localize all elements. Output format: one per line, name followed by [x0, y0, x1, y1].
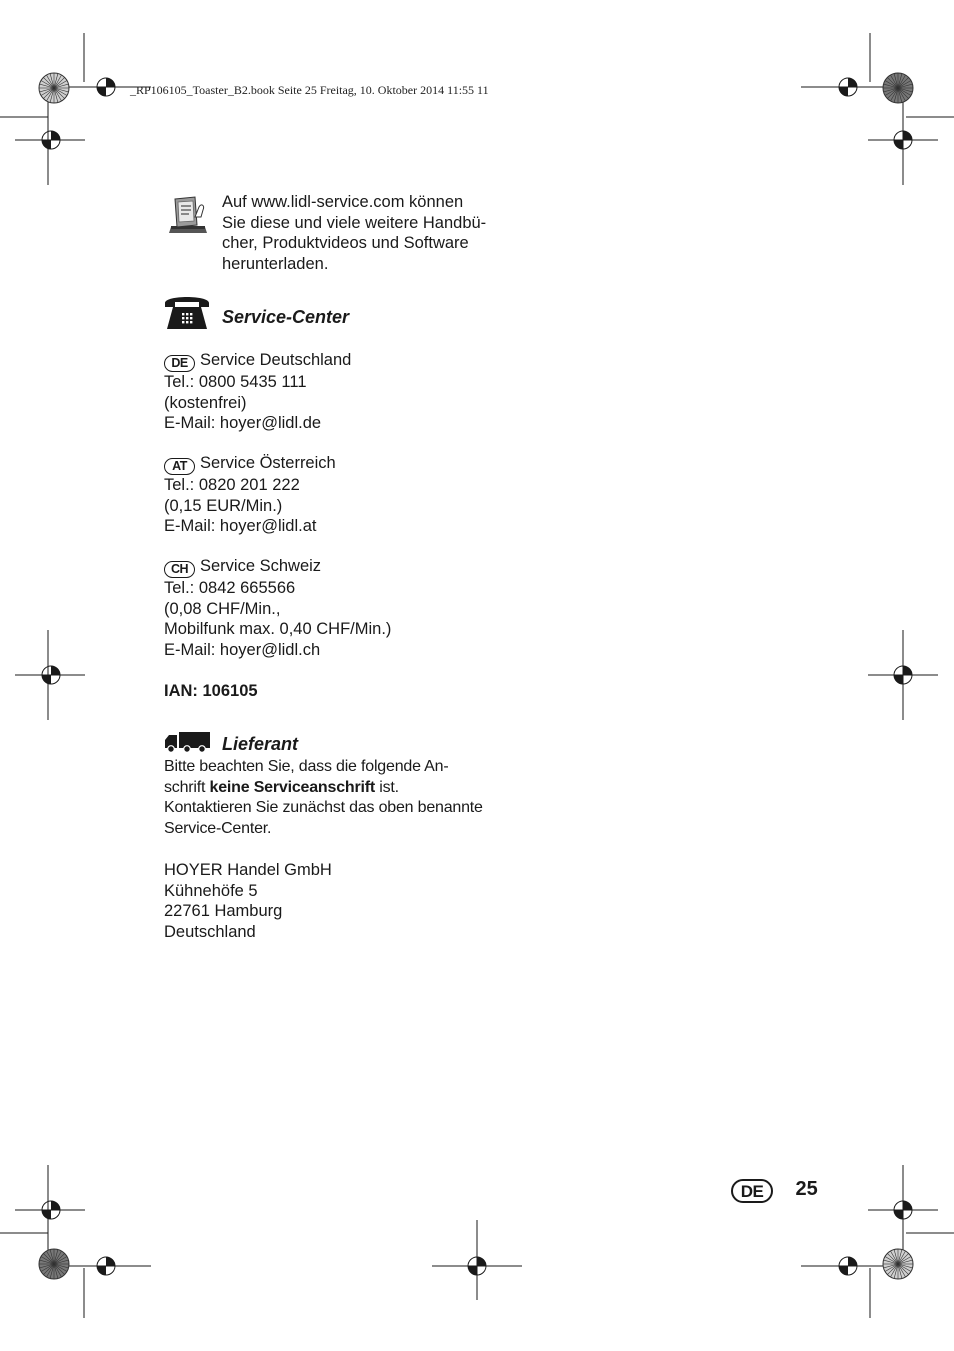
supplier-address [164, 860, 332, 942]
download-icon [165, 193, 211, 237]
service-cost-mobile: Mobilfunk max. 0,40 CHF/Min.) [164, 620, 392, 639]
service-name: Service Österreich [200, 454, 336, 472]
service-block-de [164, 350, 351, 434]
download-line: Auf www.lidl-service.com können [222, 193, 464, 211]
supplier-note-line [164, 778, 483, 799]
service-name: Service Schweiz [200, 557, 322, 575]
ian-number: IAN: 106105 [164, 682, 258, 700]
address-line: Deutschland [164, 922, 256, 941]
supplier-note-line: Bitte beachten Sie, dass die folgende An- [164, 758, 449, 775]
color-wheel [39, 1249, 69, 1279]
service-block-ch [164, 556, 391, 660]
country-badge-at: AT [164, 458, 195, 475]
supplier-note-emphasis: keine Serviceanschrift [209, 778, 375, 796]
service-cost: (0,08 CHF/Min., [164, 599, 281, 618]
country-badge-ch: CH [164, 561, 195, 578]
address-line: 22761 Hamburg [164, 902, 283, 921]
download-line: cher, Produktvideos und Software [222, 234, 469, 253]
color-wheel [39, 73, 69, 103]
supplier-note [164, 757, 483, 839]
download-line: herunterladen. [222, 254, 329, 273]
service-block-at [164, 453, 336, 537]
supplier-note-text: schrift [164, 778, 210, 796]
supplier-note-line: Service-Center. [164, 819, 272, 837]
download-text [222, 192, 486, 274]
service-phone: Tel.: 0820 201 222 [164, 476, 300, 494]
service-center-heading: Service-Center [222, 307, 350, 327]
print-header: _RP106105_Toaster_B2.book Seite 25 Freitag, 10. Oktober 2014 11:55 11 [130, 83, 489, 97]
color-wheel [883, 1249, 913, 1279]
telephone-icon [163, 293, 211, 331]
service-email: E-Mail: hoyer@lidl.at [164, 517, 317, 536]
service-cost: (0,15 EUR/Min.) [164, 496, 283, 515]
supplier-note-line: Kontaktieren Sie zunächst das oben benannte [164, 799, 483, 817]
page-number: 25 [795, 1178, 818, 1200]
page-footer [731, 1178, 818, 1203]
service-phone: Tel.: 0800 5435 111 [164, 373, 307, 391]
download-line: Sie diese und viele weitere Handbü- [222, 213, 487, 232]
address-line: HOYER Handel GmbH [164, 861, 332, 879]
color-wheel [883, 73, 913, 103]
service-email: E-Mail: hoyer@lidl.de [164, 414, 322, 433]
supplier-heading: Lieferant [222, 734, 299, 754]
supplier-note-text: ist. [375, 778, 399, 796]
service-name: Service Deutschland [200, 351, 352, 369]
language-badge: DE [731, 1179, 773, 1203]
service-phone: Tel.: 0842 665566 [164, 579, 296, 597]
country-badge-de: DE [164, 355, 195, 372]
address-line: Kühnehöfe 5 [164, 881, 258, 900]
service-email: E-Mail: hoyer@lidl.ch [164, 640, 321, 659]
service-cost: (kostenfrei) [164, 393, 247, 412]
truck-icon [164, 731, 211, 753]
